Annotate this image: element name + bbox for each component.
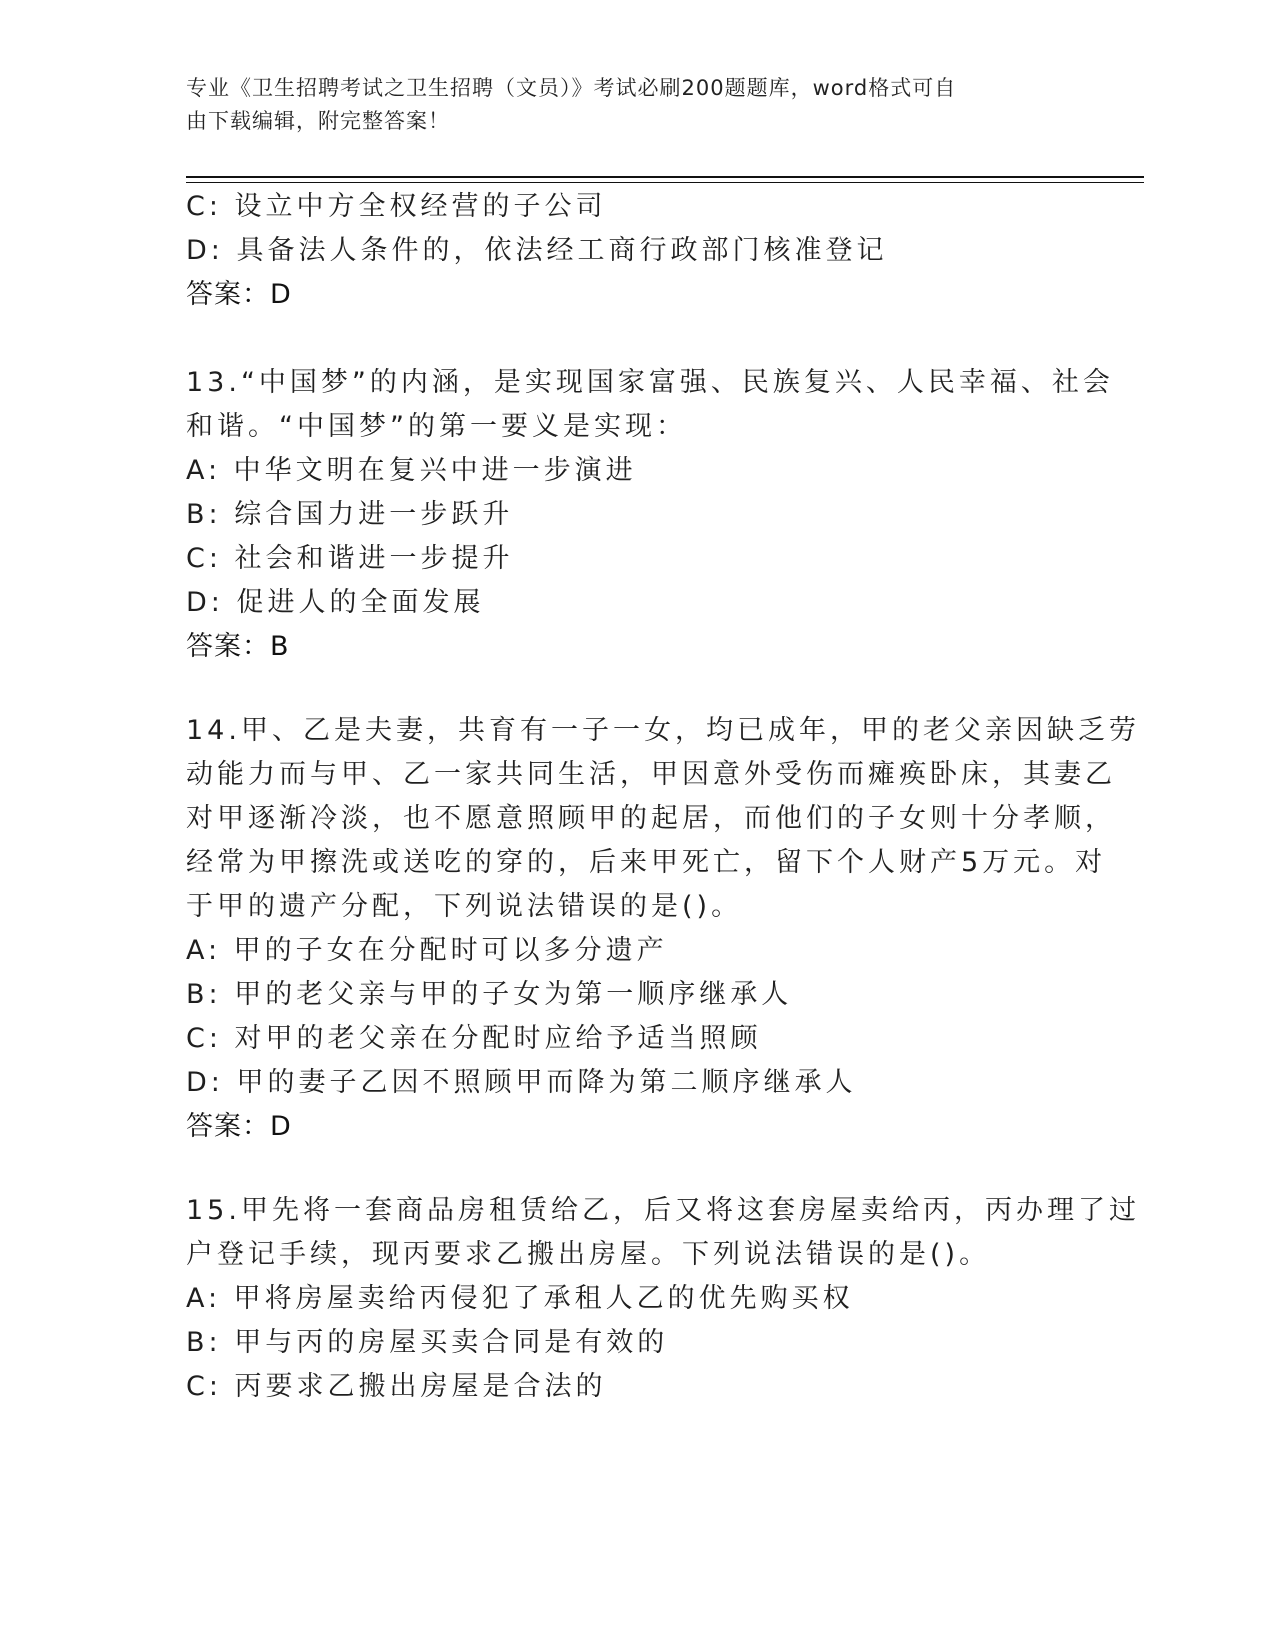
q12-option-c: C: 设立中方全权经营的子公司: [186, 191, 607, 222]
q13-option-a: A: 中华文明在复兴中进一步演进: [186, 455, 637, 486]
document-header: [186, 72, 1066, 138]
q14-stem-line-3: 对甲逐渐冷淡，也不愿意照顾甲的起居，而他们的子女则十分孝顺，: [186, 803, 1116, 834]
q14-stem-line-1: 14.甲、乙是夫妻，共育有一子一女，均已成年，甲的老父亲因缺乏劳: [186, 715, 1140, 746]
q12-option-d: D: 具备法人条件的，依法经工商行政部门核准登记: [186, 235, 888, 266]
q15-stem-line-2: 户登记手续，现丙要求乙搬出房屋。下列说法错误的是()。: [186, 1239, 991, 1270]
q15-stem-line-1: 15.甲先将一套商品房租赁给乙，后又将这套房屋卖给丙，丙办理了过: [186, 1195, 1140, 1226]
q14-stem-line-5: 于甲的遗产分配，下列说法错误的是()。: [186, 891, 743, 922]
header-intro-line-1: 专业《卫生招聘考试之卫生招聘（文员）》考试必刷200题题库，word格式可自: [186, 76, 957, 100]
q13-option-b: B: 综合国力进一步跃升: [186, 499, 514, 530]
header-intro-line-2: 由下载编辑，附完整答案！: [186, 109, 450, 133]
q14-option-b: B: 甲的老父亲与甲的子女为第一顺序继承人: [186, 979, 793, 1010]
q13-stem-line-2: 和谐。“中国梦”的第一要义是实现：: [186, 411, 687, 442]
q14-option-c: C: 对甲的老父亲在分配时应给予适当照顾: [186, 1023, 762, 1054]
q13-option-c: C: 社会和谐进一步提升: [186, 543, 514, 574]
q13-answer: 答案：B: [186, 631, 290, 662]
q14-stem-line-4: 经常为甲擦洗或送吃的穿的，后来甲死亡，留下个人财产5万元。对: [186, 847, 1107, 878]
header-rule-thin: [186, 182, 1144, 183]
q12-answer: 答案：D: [186, 279, 292, 310]
q14-option-d: D: 甲的妻子乙因不照顾甲而降为第二顺序继承人: [186, 1067, 857, 1098]
q13-stem-line-1: 13.“中国梦”的内涵，是实现国家富强、民族复兴、人民幸福、社会: [186, 367, 1114, 398]
q15-option-b: B: 甲与丙的房屋买卖合同是有效的: [186, 1327, 669, 1358]
q15-option-c: C: 丙要求乙搬出房屋是合法的: [186, 1371, 607, 1402]
q14-answer: 答案：D: [186, 1111, 292, 1142]
q14-stem-line-2: 动能力而与甲、乙一家共同生活，甲因意外受伤而瘫痪卧床，其妻乙: [186, 759, 1116, 790]
q15-option-a: A: 甲将房屋卖给丙侵犯了承租人乙的优先购买权: [186, 1283, 854, 1314]
q14-option-a: A: 甲的子女在分配时可以多分遗产: [186, 935, 668, 966]
header-rule-thick: [186, 176, 1144, 178]
q13-option-d: D: 促进人的全面发展: [186, 587, 485, 618]
